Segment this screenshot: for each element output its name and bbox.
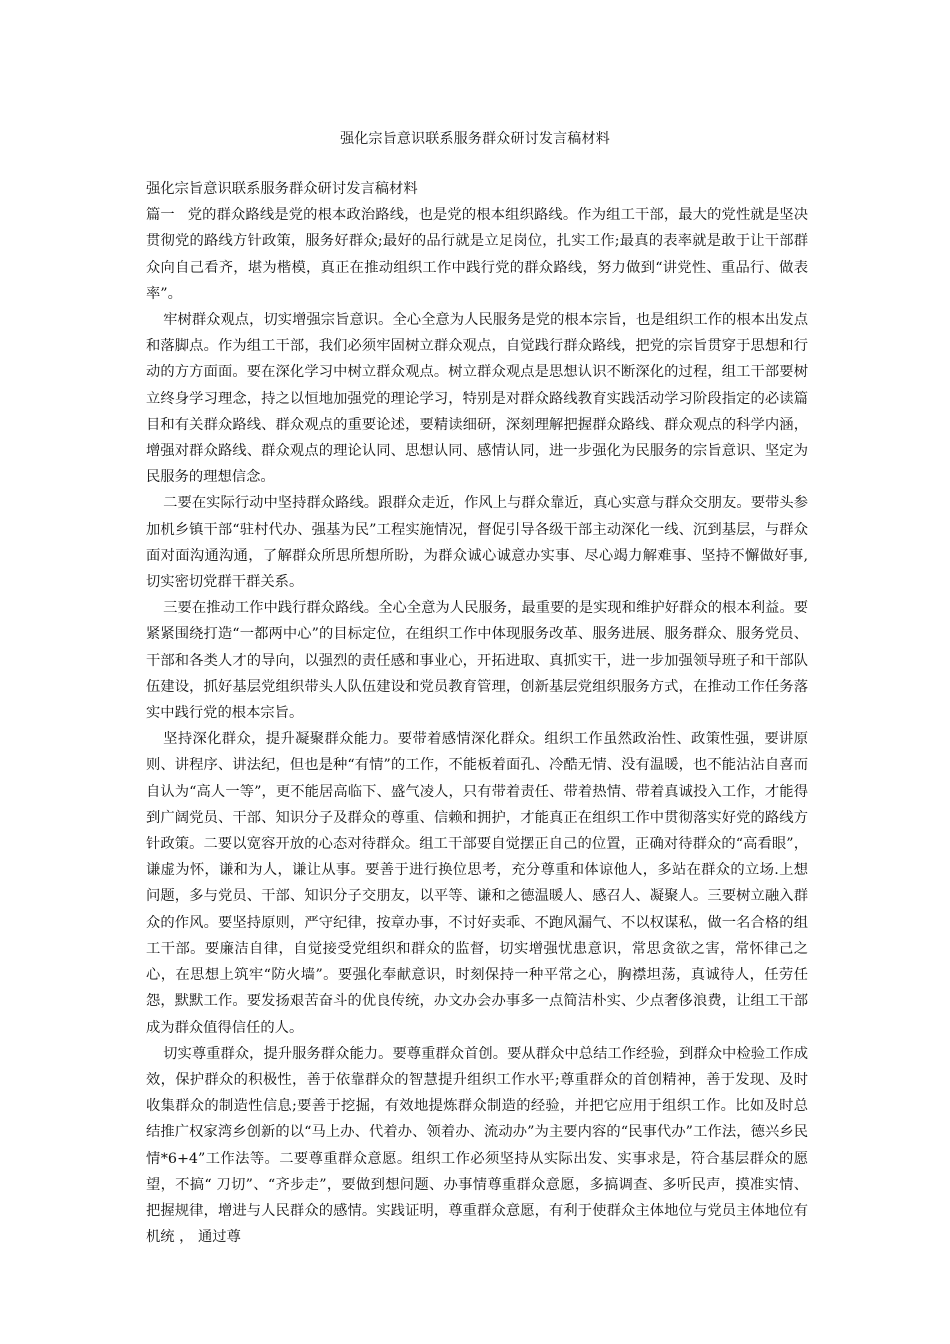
document-body	[146, 176, 808, 1250]
paragraph-6: 切实尊重群众，提升服务群众能力。要尊重群众首创。要从群众中总结工作经验，到群众中检验工作成效，保护群众的积极性，善于依靠群众的智慧提升组织工作水平;尊重群众的首创精神，善于发现、及时收集群众的制造性信息;要善于挖掘，有效地提炼群众制造的经验，并把它应用于组织工作。比如及时总结推广权家湾乡创新的以“马上办、代着办、领着办、流动办”为主要内容的“民事代办”工作法，德兴乡民情*6+4”工作法等。二要尊重群众意愿。组织工作必须坚持从实际出发、实事求是，符合基层群众的愿望，不搞“ 刀切”、“齐步走”，要做到想问题、办事情尊重群众意愿，多搞调查、多听民声，摸准实情、把握规律，增进与人民群众的感情。实践证明，尊重群众意愿，有利于使群众主体地位与党员主体地位有机统 ， 通过尊	[146, 1045, 808, 1246]
section-label: 篇一	[146, 207, 175, 224]
paragraph-4: 三要在推动工作中践行群众路线。全心全意为人民服务，最重要的是实现和维护好群众的根本利益。要紧紧围绕打造“一都两中心”的目标定位，在组织工作中体现服务改革、服务进展、服务群众、服务党员、干部和各类人才的导向，以强烈的责任感和事业心，开拓进取、真抓实干，进一步加强领导班子和干部队伍建设，抓好基层党组织带头人队伍建设和党员教育管理，创新基层党组织服务方式，在推动工作任务落实中践行党的根本宗旨。	[146, 600, 808, 722]
document-subtitle: 强化宗旨意识联系服务群众研讨发言稿材料	[146, 181, 418, 197]
paragraph-2: 牢树群众观点，切实增强宗旨意识。全心全意为人民服务是党的根本宗旨，也是组织工作的根本出发点和落脚点。作为组工干部，我们必须牢固树立群众观点，自觉践行群众路线，把党的宗旨贯穿于思想和行动的方方面面。要在深化学习中树立群众观点。树立群众观点是思想认识不断深化的过程，组工干部要树立终身学习理念，持之以恒地加强党的理论学习，特别是对群众路线教育实践活动学习阶段指定的必读篇目和有关群众路线、群众观点的重要论述，要精读细研，深刻理解把握群众路线、群众观点的科学内涵，增强对群众路线、群众观点的理论认同、思想认同、感情认同，进一步强化为民服务的宗旨意识、坚定为民服务的理想信念。	[146, 312, 808, 486]
paragraph-1	[146, 202, 808, 307]
document-title: 强化宗旨意识联系服务群众研讨发言稿材料	[340, 131, 610, 147]
paragraph-5: 坚持深化群众，提升凝聚群众能力。要带着感情深化群众。组织工作虽然政治性、政策性强，要讲原则、讲程序、讲法纪，但也是种“有情”的工作，不能板着面孔、冷酷无情、没有温暖，也不能沾沾自喜而自认为“高人一等”，更不能居高临下、盛气凌人，只有带着责任、带着热情、带着真诚投入工作，才能得到广阔党员、干部、知识分子及群众的尊重、信赖和拥护，才能真正在组织工作中贯彻落实好党的路线方针政策。二要以宽容开放的心态对待群众。组工干部要自觉摆正自己的位置，正确对待群众的“高看眼”，谦虚为怀，谦和为人，谦让从事。要善于进行换位思考，充分尊重和体谅他人，多站在群众的立场.上想问题，多与党员、干部、知识分子交朋友，以平等、谦和之德温暖人、感召人、凝聚人。三要树立融入群众的作风。要坚持原则，严守纪律，按章办事，不讨好卖乖、不跑风漏气、不以权谋私，做一名合格的组工干部。要廉洁自律，自觉接受党组织和群众的监督，切实增强忧患意识，常思贪欲之害，常怀律己之心，在思想上筑牢“防火墙”。要强化奉献意识，时刻保持一种平常之心，胸襟坦荡，真诚待人，任劳任怨，默默工作。要发扬艰苦奋斗的优良传统，办文办会办事多一点简洁朴实、少点奢侈浪费，让组工干部成为群众值得信任的人。	[146, 731, 808, 1036]
paragraph-1-text: 党的群众路线是党的根本政治路线，也是党的根本组织路线。作为组工干部，最大的党性就是坚决贯彻党的路线方针政策，服务好群众;最好的品行就是立足岗位，扎实工作;最真的表率就是敢于让干部群众向自己看齐，堪为楷模，真正在推动组织工作中践行党的群众路线，努力做到“讲党性、重品行、做表率”。	[146, 207, 808, 302]
paragraph-3: 二要在实际行动中坚持群众路线。跟群众走近，作风上与群众靠近，真心实意与群众交朋友。要带头参加机乡镇干部“驻村代办、强基为民”工程实施情况，督促引导各级干部主动深化一线、沉到基层，与群众面对面沟通沟通，了解群众所思所想所盼，为群众诚心诚意办实事、尽心竭力解难事、坚持不懈做好事,切实密切党群干群关系。	[146, 495, 808, 591]
